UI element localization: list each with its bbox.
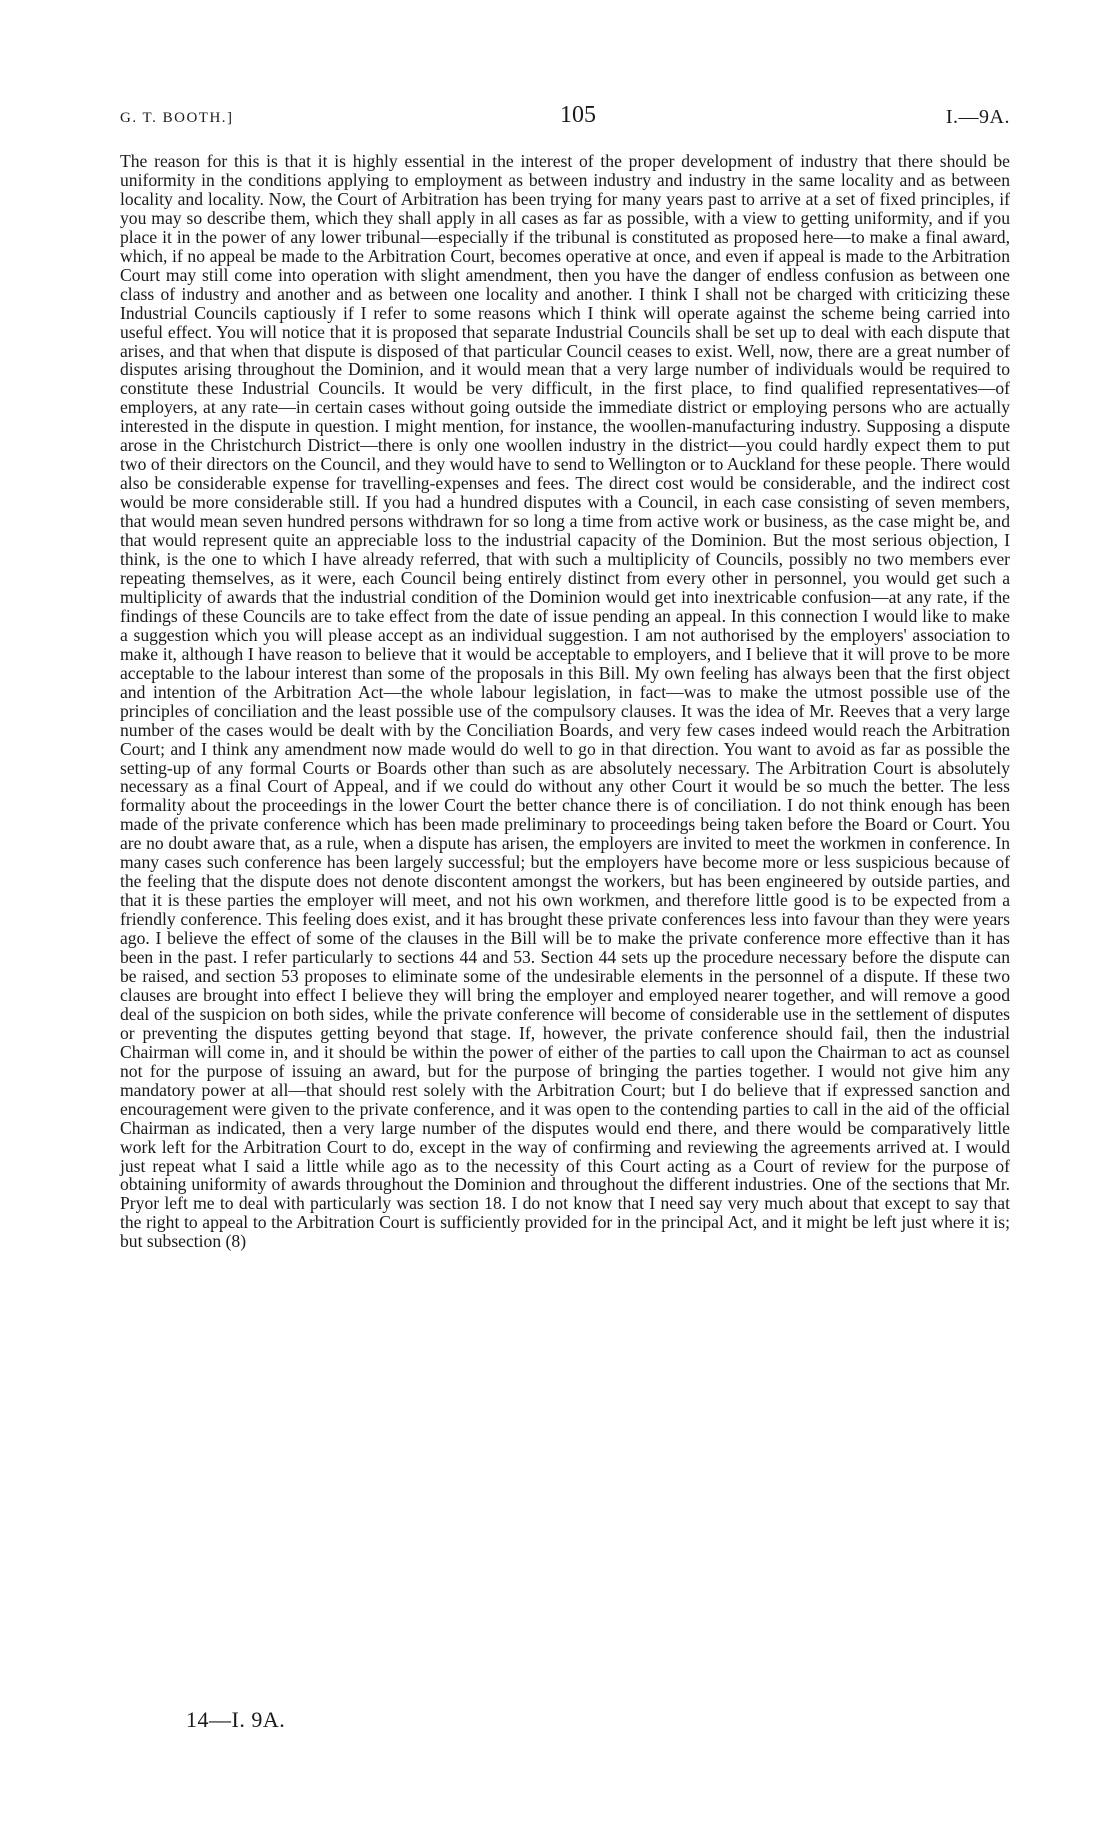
paragraph: The reason for this is that it is highly essential in the interest of the proper development of industry that there should be uniformity in the conditions applying to employment as between industry and industry in the same locality and as between locality and locality. Now, the Court of Arbitration has been trying for many years past to arrive at a set of fixed principles, if you may so describe them, which they shall apply in all cases as far as possible, with a view to getting uniformity, and if you place it in the power of any lower tribunal—especially if the tribunal is constituted as proposed here—to make a final award, which, if no appeal be made to the Arbitration Court, becomes operative at once, and even if appeal is made to the Arbitration Court may still come into operation with slight amendment, then you have the danger of endless confusion as between one class of industry and another and as between one locality and another. I think I shall not be charged with criticizing these Industrial Councils captiously if I refer to some reasons which I think will operate against the scheme being carried into useful effect. You will notice that it is proposed that separate Industrial Councils shall be set up to deal with each dispute that arises, and that when that dispute is disposed of that particular Council ceases to exist. Well, now, there are a great number of disputes arising throughout the Dominion, and it would mean that a very large number of individuals would be required to constitute these Industrial Councils. It would be very difficult, in the first place, to find qualified representatives—of employers, at any rate—in certain cases without going outside the immediate district or employing persons who are actually interested in the dispute in question. I might mention, for instance, the woollen-manufacturing industry. Supposing a dispute arose in the Christchurch District—there is only one woollen industry in the district—you could hardly expect them to put two of their directors on the Council, and they would have to send to Wellington or to Auckland for these people. There would also be considerable expense for travelling-expenses and fees. The direct cost would be considerable, and the indirect cost would be more considerable still. If you had a hundred disputes with a Council, in each case consisting of seven members, that would mean seven hundred persons withdrawn for so long a time from active work or business, as the case might be, and that would represent quite an appreciable loss to the industrial capacity of the Dominion. But the most serious objection, I think, is the one to which I have already referred, that with such a multiplicity of Councils, possibly no two members ever repeating themselves, as it were, each Council being entirely distinct from every other in personnel, you would get such a multiplicity of awards that the industrial condition of the Dominion would get into inextricable confusion—at any rate, if the findings of these Councils are to take effect from the date of issue pending an appeal. In this connection I would like to make a suggestion which you will please accept as an individual suggestion. I am not authorised by the employers' association to make it, although I have reason to believe that it would be acceptable to employers, and I believe that it will prove to be more acceptable to the labour interest than some of the proposals in this Bill. My own feeling has always been that the first object and intention of the Arbitration Act—the whole labour legislation, in fact—was to make the utmost possible use of the principles of conciliation and the least possible use of the compulsory clauses. It was the idea of Mr. Reeves that a very large number of the cases would be dealt with by the Conciliation Boards, and very few cases indeed would reach the Arbitration Court; and I think any amendment now made would do well to go in that direction. You want to avoid as far as possible the setting-up of any formal Courts or Boards other than such as are absolutely necessary. The Arbitration Court is absolutely necessary as a final Court of Appeal, and if we could do without any other Court it would be so much the better. The less formality about the proceedings in the lower Court the better chance there is of conciliation. I do not think enough has been made of the private conference which has been made preliminary to proceedings being taken before the Board or Court. You are no doubt aware that, as a rule, when a dispute has arisen, the employers are invited to meet the workmen in conference. In many cases such conference has been largely successful; but the employers have become more or less suspicious because of the feeling that the dispute does not denote discontent amongst the workers, but has been engineered by outside parties, and that it is these parties the employer will meet, and not his own workmen, and therefore little good is to be expected from a friendly conference. This feeling does exist, and it has brought these private conferences less into favour than they were years ago. I believe the effect of some of the clauses in the Bill will be to make the private conference more effective than it has been in the past. I refer particularly to sections 44 and 53. Section 44 sets up the procedure necessary before the dispute can be raised, and section 53 proposes to eliminate some of the undesirable elements in the personnel of a dispute. If these two clauses are brought into effect I believe they will bring the employer and employed nearer together, and will remove a good deal of the suspicion on both sides, while the private conference will become of considerable use in the settlement of disputes or preventing the disputes getting beyond that stage. If, however, the private conference should fail, then the industrial Chairman will come in, and it should be within the power of either of the parties to call upon the Chairman to act as counsel not for the purpose of issuing an award, but for the purpose of bringing the parties together. I would not give him any mandatory power at all—that should rest solely with the Arbitration Court; but I do believe that if expressed sanction and encouragement were given to the private conference, and it was open to the contending parties to call in the aid of the official Chairman as indicated, then a very large number of the disputes would end there, and there would be comparatively little work left for the Arbitration Court to do, except in the way of confirming and reviewing the agreements arrived at. I would just repeat what I said a little while ago as to the necessity of this Court acting as a Court of review for the purpose of obtaining uniformity of awards throughout the Dominion and throughout the different industries. One of the sections that Mr. Pryor left me to deal with particularly was section 18. I do not know that I need say very much about that except to say that the right to appeal to the Arbitration Court is sufficiently provided for in the principal Act, and it might be left just where it is; but subsection (8): [120, 151, 1010, 1252]
page-number: 105: [560, 102, 596, 128]
header-paper-reference: I.—9A.: [945, 106, 1010, 128]
body-text: [120, 152, 1010, 1251]
footer-signature: 14—I. 9A.: [186, 1707, 286, 1732]
page-header: [120, 104, 1010, 136]
header-speaker: G. T. BOOTH.]: [120, 110, 234, 126]
